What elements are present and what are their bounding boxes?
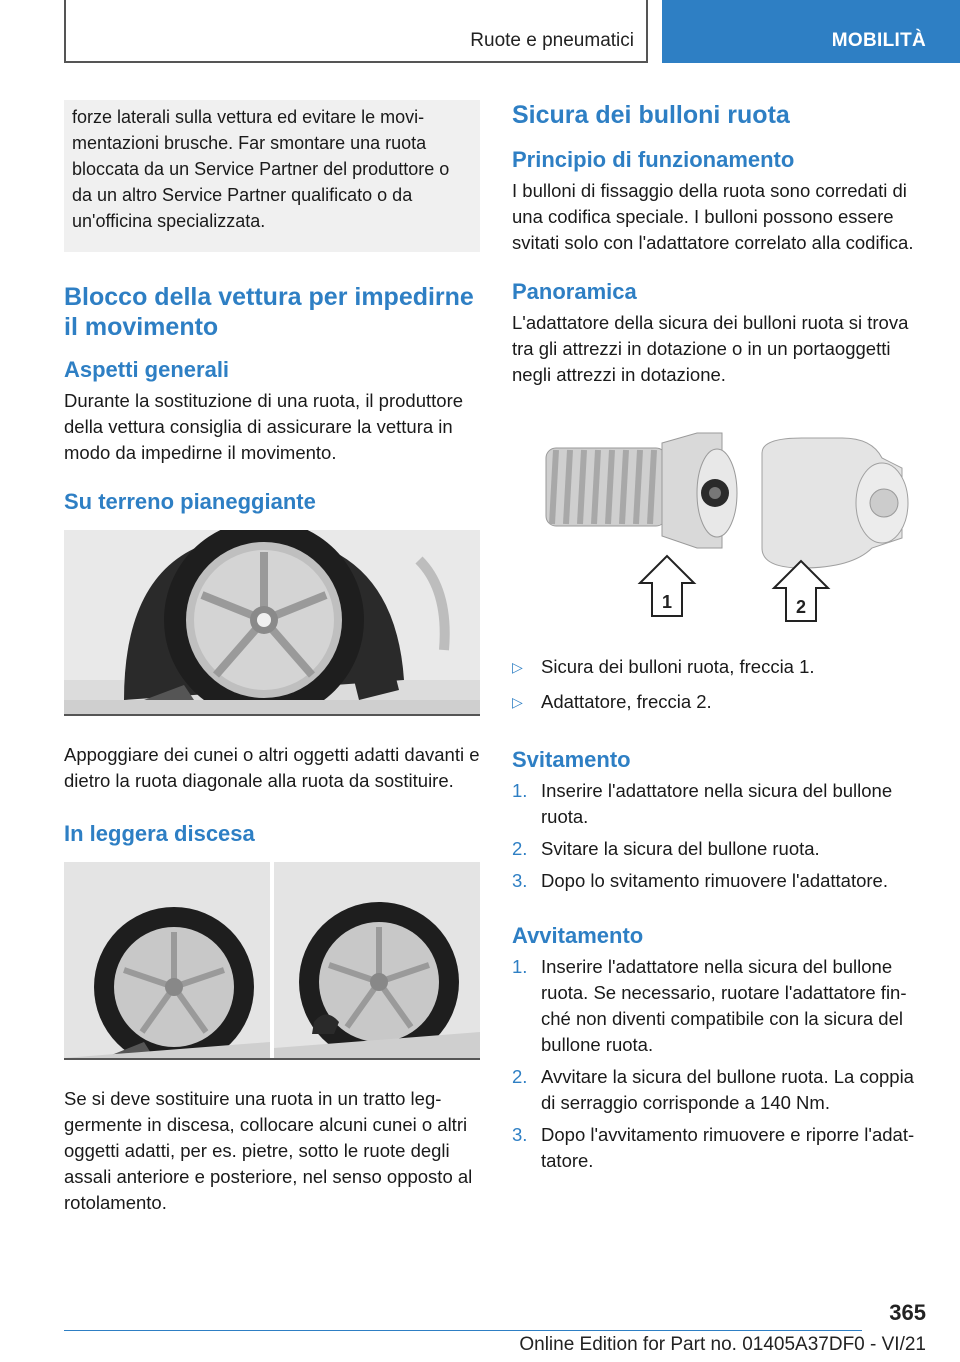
list-item: 2. Avvitare la sicura del bullone ruota. La coppia di serraggio corrisponde a 140 Nm. <box>512 1066 914 1113</box>
wheel-lock-illustration <box>512 428 928 628</box>
subheading-flat-ground: Su terreno pianeggiante <box>64 489 316 514</box>
left-column <box>64 100 480 1216</box>
chapter-title: MOBILITÀ <box>831 30 926 51</box>
flat-ground-text: Appoggiare dei cunei o altri oggetti adatti davanti e dietro la ruota diagonale alla ruota da sostituire. <box>64 744 480 791</box>
overview-text: L'adattatore della sicura dei bulloni ruota si trova tra gli attrezzi in dotazione o in un portaoggetti negli attrezzi in dotazione. <box>512 312 909 385</box>
wheel-lock-bolt-image <box>512 428 928 628</box>
list-item: 2. Svitare la sicura del bullone ruota. <box>512 838 820 859</box>
list-item: ▷ Adattatore, freccia 2. <box>512 689 928 715</box>
list-item: ▷ Sicura dei bulloni ruota, freccia 1. <box>512 654 928 680</box>
list-item: 1. Inserire l'adattatore nella sicura del bullone ruota. Se necessario, ruotare l'adattatore finché non diventi compatibile con la sicura del bullone ruota. <box>512 956 907 1055</box>
wheel-chock-slope-image <box>64 862 480 1058</box>
section-heading-wheel-blocking: Blocco della vettura per impedirne il movimento <box>64 283 474 341</box>
screw-steps <box>512 954 928 1174</box>
flat-ground-illustration <box>64 530 480 716</box>
header-section-box <box>64 0 648 63</box>
list-item: 3. Dopo l'avvitamento rimuovere e riporre l'adattatore. <box>512 1124 915 1171</box>
warning-text: forze laterali sulla vettura ed evitare le movimentazioni brusche. Far smontare una ruota bloccata da un Service Partner del produttore o da un altro Service Partner qualificato o da un'officina specializzata. <box>72 107 450 231</box>
right-column <box>512 100 928 1180</box>
subheading-principle: Principio di funzionamento <box>512 147 795 172</box>
page-number: 365 <box>889 1300 926 1325</box>
arrow-label-2: 2 <box>795 597 807 617</box>
subheading-unscrew: Svitamento <box>512 747 631 772</box>
list-item: 3. Dopo lo svitamento rimuovere l'adattatore. <box>512 870 888 891</box>
unscrew-steps <box>512 778 928 894</box>
slope-illustration <box>64 862 480 1060</box>
section-title: Ruote e pneumatici <box>470 30 634 51</box>
chapter-tab[interactable] <box>662 0 960 63</box>
subheading-slope: In leggera discesa <box>64 821 255 846</box>
section-heading-wheel-lock: Sicura dei bulloni ruota <box>512 101 790 129</box>
component-list <box>512 654 928 715</box>
subheading-overview: Panoramica <box>512 279 637 304</box>
footer-divider <box>64 1330 862 1331</box>
subheading-screw: Avvitamento <box>512 923 644 948</box>
subheading-general: Aspetti generali <box>64 357 230 382</box>
warning-box <box>64 100 480 252</box>
wheel-chock-flat-image <box>64 530 480 714</box>
list-item: 1. Inserire l'adattatore nella sicura del bullone ruota. <box>512 780 893 827</box>
triangle-bullet-icon: ▷ <box>512 659 523 675</box>
triangle-bullet-icon: ▷ <box>512 694 523 710</box>
edition-text: Online Edition for Part no. 01405A37DF0 - VI/21 <box>519 1334 926 1355</box>
slope-text: Se si deve sostituire una ruota in un tratto leggermente in discesa, collocare alcuni cunei o altri oggetti adatti, per es. pietre, sotto le ruote degli assali anteriore e posteriore, nel senso opposto al rotolamento. <box>64 1088 473 1213</box>
principle-text: I bulloni di fissaggio della ruota sono corredati di una codifica speciale. I bulloni possono essere svitati solo con l'adattatore correlato alla codifica. <box>512 180 914 253</box>
arrow-label-1: 1 <box>661 592 673 612</box>
general-text: Durante la sostituzione di una ruota, il produttore della vettura consiglia di assicurare la vettura in modo da impedirne il movimento. <box>64 390 464 463</box>
